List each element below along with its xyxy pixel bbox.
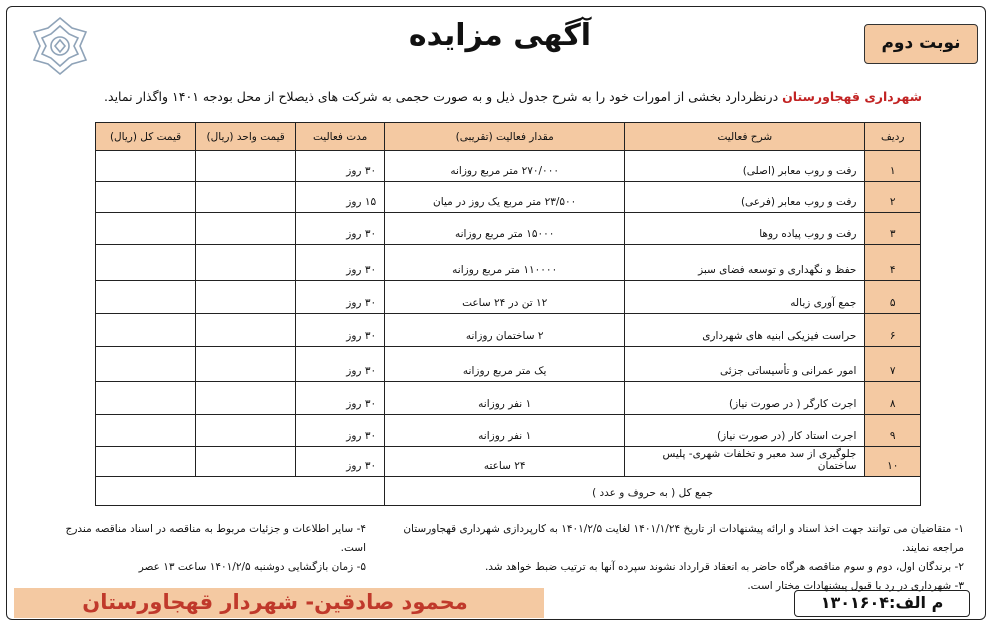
reference-number: م الف:۱۳۰۱۶۰۴ [794, 590, 970, 617]
row-duration: ۳۰ روز [296, 382, 385, 415]
row-total-price[interactable] [96, 281, 196, 314]
row-description: رفت و روب معابر (فرعی) [625, 182, 865, 213]
row-quantity: ۲۳/۵۰۰ متر مربع یک روز در میان [385, 182, 625, 213]
header-total-price: قیمت کل (ریال) [96, 123, 196, 151]
row-quantity: ۲۷۰/۰۰۰ متر مربع روزانه [385, 151, 625, 182]
row-description: جلوگیری از سد معبر و تخلفات شهری- پلیس ساختمان [625, 447, 865, 477]
row-number: ۱۰ [865, 447, 921, 477]
header-description: شرح فعالیت [625, 123, 865, 151]
table-row [96, 151, 921, 182]
table-row [96, 213, 921, 245]
header-unit-price: قیمت واحد (ریال) [196, 123, 296, 151]
note-item: ۲- برندگان اول، دوم و سوم مناقصه هرگاه حاضر به انعقاد قرارداد نشوند سپرده آنها به ترتیب ضبط خواهد شد. [484, 561, 964, 573]
notes-left [46, 520, 366, 577]
row-unit-price[interactable] [196, 382, 296, 415]
activities-table [95, 122, 921, 506]
row-quantity: ۲ ساختمان روزانه [385, 314, 625, 347]
row-duration: ۱۵ روز [296, 182, 385, 213]
row-total-price[interactable] [96, 314, 196, 347]
note-item: ۱- متقاضیان می توانند جهت اخذ اسناد و ارائه پیشنهادات از تاریخ ۱۴۰۱/۱/۲۴ لغایت ۱۴۰۱/۲/۵ به کارپردازی شهرداری قهجاورستان مراجعه نمایند. [403, 523, 964, 554]
row-duration: ۳۰ روز [296, 213, 385, 245]
row-description: اجرت کارگر ( در صورت نیاز) [625, 382, 865, 415]
row-description: حراست فیزیکی ابنیه های شهرداری [625, 314, 865, 347]
row-quantity: یک متر مربع روزانه [385, 347, 625, 382]
organization-name: شهرداری قهجاورستان [782, 89, 922, 104]
row-duration: ۳۰ روز [296, 314, 385, 347]
table-header-row [96, 123, 921, 151]
intro-text [100, 89, 922, 104]
table-row [96, 347, 921, 382]
total-label: جمع کل ( به حروف و عدد ) [385, 477, 921, 506]
row-total-price[interactable] [96, 347, 196, 382]
table-row [96, 415, 921, 447]
table-total-row [96, 477, 921, 506]
row-number: ۱ [865, 151, 921, 182]
row-number: ۵ [865, 281, 921, 314]
row-total-price[interactable] [96, 415, 196, 447]
row-total-price[interactable] [96, 151, 196, 182]
row-description: جمع آوری زباله [625, 281, 865, 314]
table-row [96, 281, 921, 314]
row-total-price[interactable] [96, 213, 196, 245]
table-row [96, 245, 921, 281]
row-duration: ۳۰ روز [296, 447, 385, 477]
row-unit-price[interactable] [196, 245, 296, 281]
row-description: امور عمرانی و تأسیساتی جزئی [625, 347, 865, 382]
header-row-number: ردیف [865, 123, 921, 151]
row-duration: ۳۰ روز [296, 347, 385, 382]
row-number: ۲ [865, 182, 921, 213]
row-number: ۳ [865, 213, 921, 245]
row-duration: ۳۰ روز [296, 281, 385, 314]
row-quantity: ۱۵۰۰۰ متر مربع روزانه [385, 213, 625, 245]
row-unit-price[interactable] [196, 447, 296, 477]
row-number: ۷ [865, 347, 921, 382]
header-quantity: مقدار فعالیت (تقریبی) [385, 123, 625, 151]
row-unit-price[interactable] [196, 281, 296, 314]
row-number: ۹ [865, 415, 921, 447]
row-total-price[interactable] [96, 182, 196, 213]
table-row [96, 447, 921, 477]
row-number: ۴ [865, 245, 921, 281]
row-unit-price[interactable] [196, 151, 296, 182]
row-quantity: ۱۱۰۰۰۰ متر مربع روزانه [385, 245, 625, 281]
table-row [96, 314, 921, 347]
row-duration: ۳۰ روز [296, 151, 385, 182]
row-quantity: ۱۲ تن در ۲۴ ساعت [385, 281, 625, 314]
note-item: ۳- شهرداری در رد یا قبول پیشنهادات مختار است. [747, 580, 964, 592]
row-description: رفت و روب معابر (اصلی) [625, 151, 865, 182]
row-quantity: ۲۴ ساعته [385, 447, 625, 477]
table-row [96, 182, 921, 213]
total-value[interactable] [96, 477, 385, 506]
notice-title: آگهی مزایده [408, 18, 592, 53]
row-total-price[interactable] [96, 382, 196, 415]
row-unit-price[interactable] [196, 213, 296, 245]
round-badge: نوبت دوم [864, 24, 978, 64]
row-number: ۶ [865, 314, 921, 347]
row-unit-price[interactable] [196, 182, 296, 213]
municipality-emblem-icon [28, 14, 92, 78]
row-description: رفت و روب پیاده روها [625, 213, 865, 245]
header-duration: مدت فعالیت [296, 123, 385, 151]
row-unit-price[interactable] [196, 415, 296, 447]
row-quantity: ۱ نفر روزانه [385, 382, 625, 415]
signature-text: محمود صادقین- شهردار قهجاورستان [82, 590, 468, 614]
row-total-price[interactable] [96, 245, 196, 281]
table-row [96, 382, 921, 415]
row-duration: ۳۰ روز [296, 245, 385, 281]
row-unit-price[interactable] [196, 347, 296, 382]
row-total-price[interactable] [96, 447, 196, 477]
note-item: ۴- سایر اطلاعات و جزئیات مربوط به مناقصه در اسناد مناقصه مندرج است. [65, 523, 366, 554]
row-description: اجرت استاد کار (در صورت نیاز) [625, 415, 865, 447]
row-duration: ۳۰ روز [296, 415, 385, 447]
row-number: ۸ [865, 382, 921, 415]
note-item: ۵- زمان بازگشایی دوشنبه ۱۴۰۱/۲/۵ ساعت ۱۳ عصر [138, 561, 366, 573]
notes-right [394, 520, 964, 596]
row-quantity: ۱ نفر روزانه [385, 415, 625, 447]
row-description: حفظ و نگهداری و توسعه فضای سبز [625, 245, 865, 281]
row-unit-price[interactable] [196, 314, 296, 347]
intro-body: درنظردارد بخشی از امورات خود را به شرح جدول ذیل و به صورت حجمی به شرکت های ذیصلاح از محل بودجه ۱۴۰۱ واگذار نماید. [104, 89, 783, 104]
